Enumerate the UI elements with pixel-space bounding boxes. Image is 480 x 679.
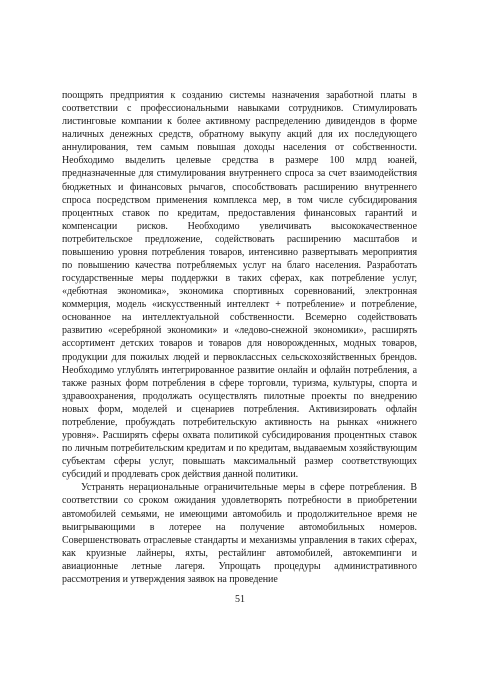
paragraph: Устранять нерациональные ограничительные меры в сфере потребления. В соответствии со сроком ожидания удовлетворять потребности в приобретении автомобилей семьями, не имеющими автомобиль и продолжительное время не выигрывающими в лотерее на получение автомобильных номеров. Совершенствовать отраслевые стандарты и механизмы управления в таких сферах, как круизные лайнеры, яхты, рестайлинг автомобилей, автокемпинги и авиационные летные лагеря. Упрощать процедуры административного рассмотрения и утверждения заявок на проведение xyxy=(62,482,417,585)
paragraph: поощрять предприятия к созданию системы назначения заработной платы в соответствии с профессиональными навыками сотрудников. Стимулировать листинговые компании к более активному распределению дивидендов в форме наличных денежных средств, обратному выкупу акций для их последующего аннулирования, тем самым повышая доходы населения от собственности. Необходимо выделить целевые средства в размере 100 млрд юаней, предназначенные для стимулирования внутреннего спроса за счет взаимодействия бюджетных и финансовых рычагов, способствовать расширению внутреннего спроса посредством применения комплекса мер, в том числе субсидирования процентных ставок по кредитам, предоставления финансовых гарантий и компенсации рисков. Необходимо увеличивать высококачественное потребительское предложение, содействовать расширению масштабов и повышению уровня потребления товаров, интенсивно развертывать мероприятия по повышению качества потребляемых услуг на благо населения. Разработать государственные меры поддержки в таких сферах, как потребление услуг, «дебютная экономика», экономика спортивных соревнований, электронная коммерция, модель «искусственный интеллект + потребление» и потребление, основанное на интеллектуальной собственности. Всемерно содействовать развитию «серебряной экономики» и «ледово-снежной экономики», расширять ассортимент детских товаров и товаров для новорожденных, модных товаров, продукции для пожилых людей и первоклассных сельскохозяйственных брендов. Необходимо углублять интегрированное развитие онлайн и офлайн потребления, а также разных форм потребления в сфере торговли, туризма, культуры, спорта и здравоохранения, продолжать осуществлять пилотные проекты по внедрению новых форм, моделей и сценариев потребления. Активизировать офлайн потребление, пробуждать потребительскую активность на рынках «нижнего уровня». Расширять сферы охвата политикой субсидирования процентных ставок по личным потребительским кредитам и по кредитам, выдаваемым хозяйствующим субъектам сферы услуг, повышать максимальный размер соответствующих субсидий и продлевать срок действия данной политики. xyxy=(62,90,417,481)
body-text xyxy=(62,89,417,586)
page-number: 51 xyxy=(235,594,245,605)
